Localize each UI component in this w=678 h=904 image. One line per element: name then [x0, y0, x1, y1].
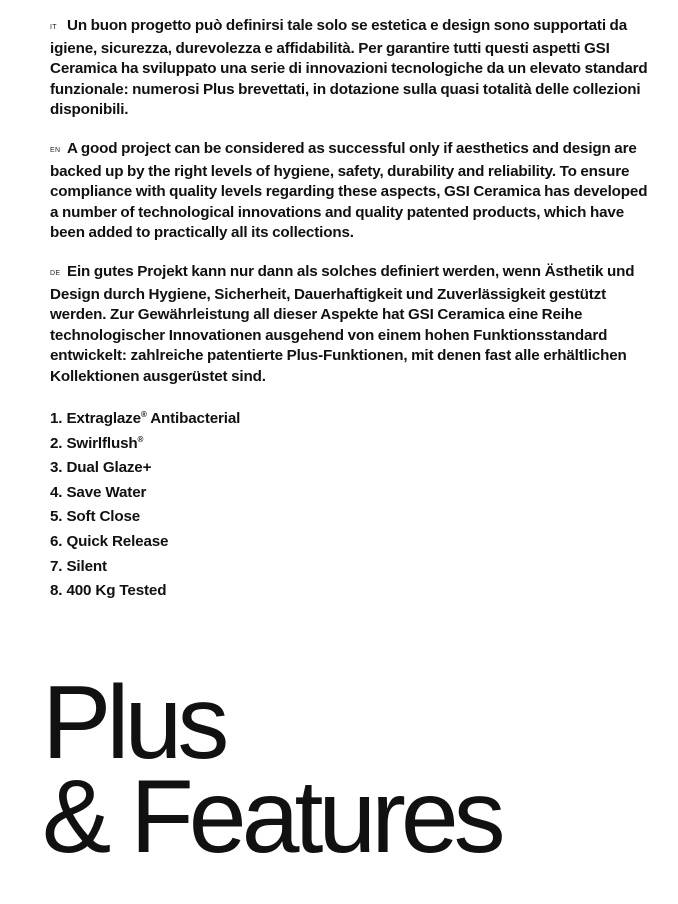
paragraph-german [50, 262, 650, 388]
paragraph-italian [50, 16, 650, 121]
feature-item: 8. 400 Kg Tested [50, 582, 167, 600]
paragraph-text-de: Ein gutes Projekt kann nur dann als solches definiert werden, wenn Ästhetik und Design durch Hygiene, Sicherheit, Dauerhaftigkeit und Zuverlässigkeit gestützt werden. Zur Gewährleistung all dieser Aspekte hat GSI Ceramica eine Reihe technologischer Innovationen ausgehend von einem hohen Funktionsstandard entwickelt: zahlreiche patentierte Plus-Funktionen, mit denen fast alle erhältlichen Kollektionen ausgerüstet sind. [50, 263, 635, 385]
feature-item: 3. Dual Glaze+ [50, 459, 152, 477]
feature-item: 2. Swirlflush® [50, 434, 144, 452]
page-headline [42, 665, 501, 875]
feature-item: 5. Soft Close [50, 508, 141, 526]
language-tag-en: EN [50, 147, 61, 154]
language-tag-de: DE [50, 270, 61, 277]
headline-line-2: & Features [42, 759, 501, 875]
features-list [50, 405, 240, 602]
paragraph-english [50, 139, 650, 244]
feature-item: 1. Extraglaze® Antibacterial [50, 410, 241, 427]
feature-item: 4. Save Water [50, 483, 147, 501]
language-tag-it: IT [50, 24, 57, 31]
feature-item: 7. Silent [50, 557, 107, 575]
feature-item: 6. Quick Release [50, 532, 169, 550]
paragraph-text-en: A good project can be considered as successful only if aesthetics and design are backed up by the right levels of hygiene, safety, durability and reliability. To ensure compliance with quality levels regarding these aspects, GSI Ceramica has developed a number of technological innovations and quality patented products, which have been added to practically all its collections. [50, 140, 648, 242]
headline-line-1: Plus [42, 665, 225, 781]
paragraph-text-it: Un buon progetto può definirsi tale solo se estetica e design sono supportati da igiene, sicurezza, durevolezza e affidabilità. Per garantire tutti questi aspetti GSI Ceramica ha sviluppato una serie di innovazioni tecnologiche da un elevato standard funzionale: numerosi Plus brevettati, in dotazione sulla quasi totalità delle collezioni disponibili. [50, 17, 648, 119]
